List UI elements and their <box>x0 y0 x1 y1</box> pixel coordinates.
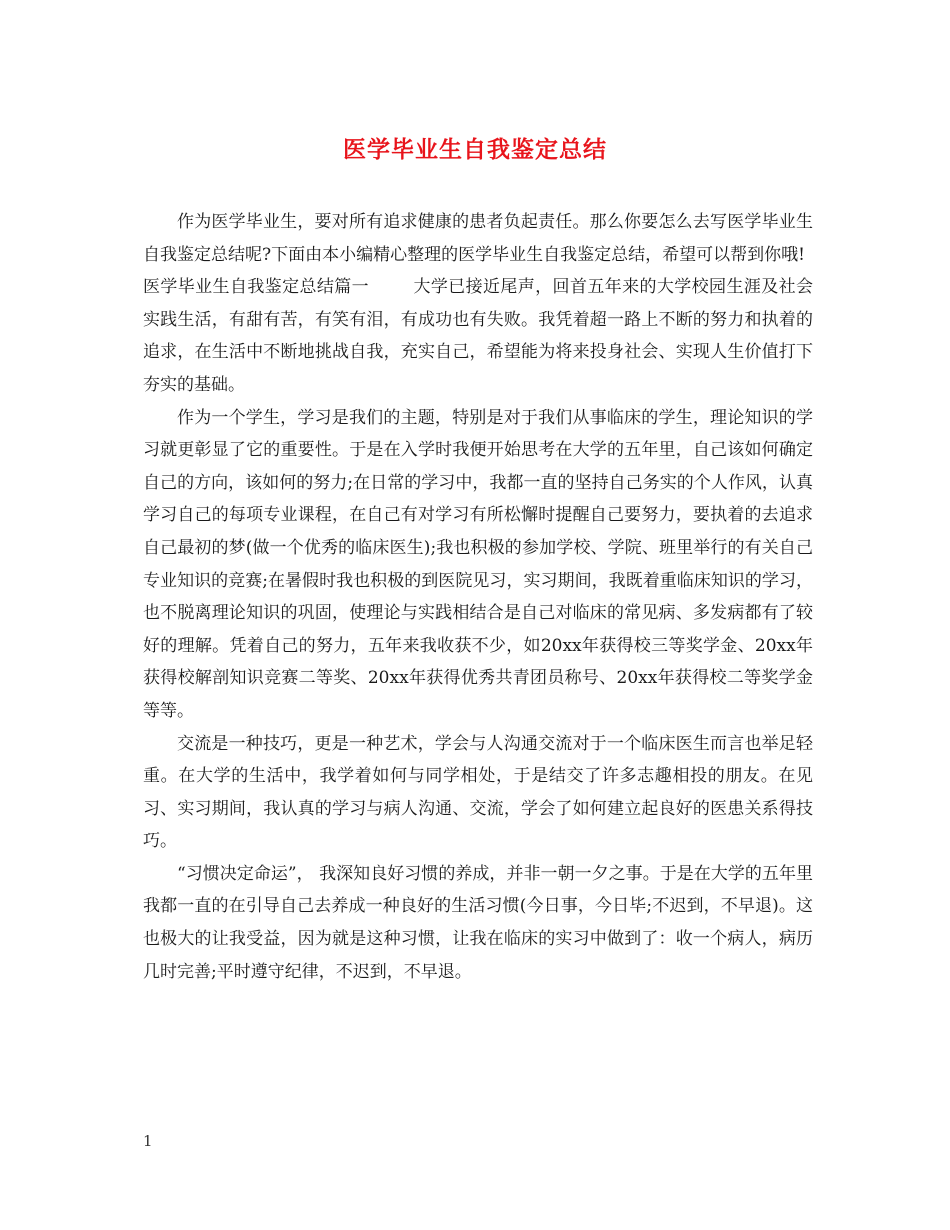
document-body <box>143 206 813 988</box>
document-title: 医学毕业生自我鉴定总结 <box>343 137 607 163</box>
intro-paragraph: 作为医学毕业生，要对所有追求健康的患者负起责任。那么你要怎么去写医学毕业生自我鉴定总结呢?下面由本小编精心整理的医学毕业生自我鉴定总结，希望可以帮到你哦! <box>143 212 813 265</box>
section-paragraph <box>143 271 813 401</box>
section-heading: 医学毕业生自我鉴定总结篇一 <box>143 277 370 298</box>
body-paragraph-habits: “习惯决定命运”， 我深知良好习惯的养成，并非一朝一夕之事。于是在大学的五年里我都一直的在引导自己去养成一种良好的生活习惯(今日事，今日毕;不迟到，不早退)。这也极大的让我受益，因为就是这种习惯，让我在临床的实习中做到了：收一个病人，病历几时完善;平时遵守纪律，不迟到，不早退。 <box>143 863 813 982</box>
section-first-paragraph: 大学已接近尾声，回首五年来的大学校园生涯及社会实践生活，有甜有苦，有笑有泪，有成功也有失败。我凭着超一路上不断的努力和执着的追求，在生活中不断地挑战自我，充实自己，希望能为将来投身社会、实现人生价值打下夯实的基础。 <box>143 277 814 395</box>
page-number: 1 <box>143 1132 153 1150</box>
body-paragraph-study: 作为一个学生，学习是我们的主题，特别是对于我们从事临床的学生，理论知识的学习就更彰显了它的重要性。于是在入学时我便开始思考在大学的五年里，自己该如何确定自己的方向，该如何的努力;在日常的学习中，我都一直的坚持自己务实的个人作风，认真学习自己的每项专业课程，在自己有对学习有所松懈时提醒自己要努力，要执着的去追求自己最初的梦(做一个优秀的临床医生);我也积极的参加学校、学院、班里举行的有关自己专业知识的竞赛;在暑假时我也积极的到医院见习，实习期间，我既着重临床知识的学习，也不脱离理论知识的巩固，使理论与实践相结合是自己对临床的常见病、多发病都有了较好的理解。凭着自己的努力，五年来我收获不少，如20xx年获得校三等奖学金、20xx年获得校解剖知识竞赛二等奖、20xx年获得优秀共青团员称号、20xx年获得校二等奖学金等等。 <box>143 407 813 721</box>
body-paragraph-communication: 交流是一种技巧，更是一种艺术，学会与人沟通交流对于一个临床医生而言也举足轻重。在大学的生活中，我学着如何与同学相处，于是结交了许多志趣相投的朋友。在见习、实习期间，我认真的学习与病人沟通、交流，学会了如何建立起良好的医患关系得技巧。 <box>143 733 813 852</box>
